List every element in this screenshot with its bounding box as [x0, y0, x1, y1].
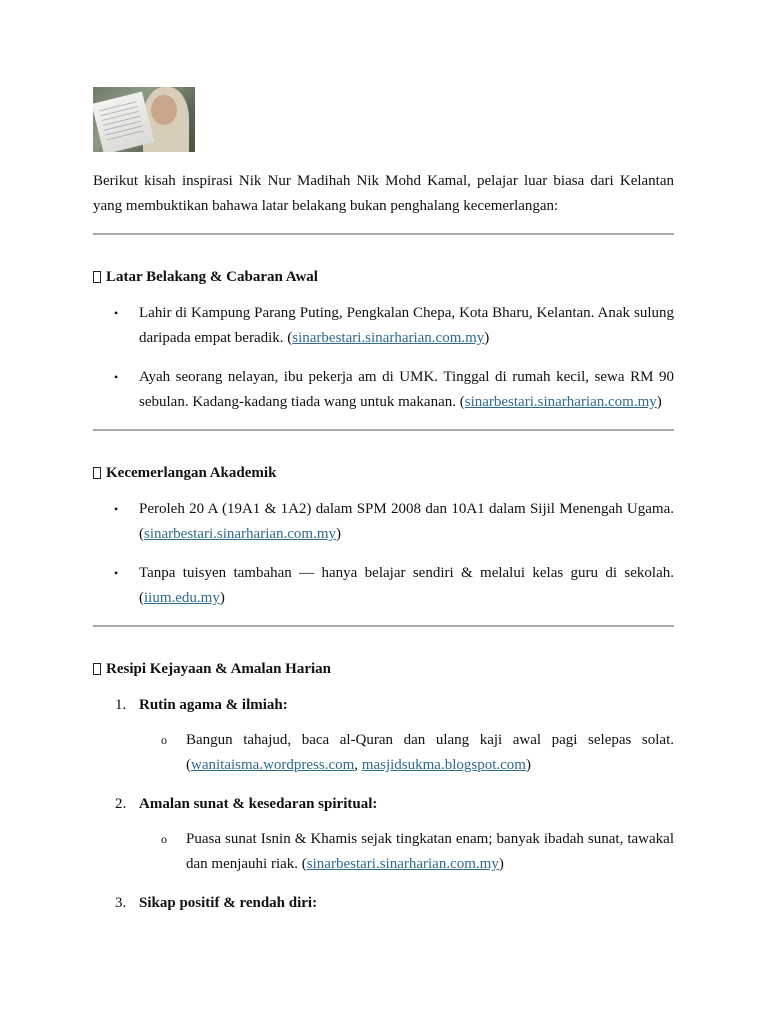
source-link[interactable]: sinarbestari.sinarharian.com.my	[144, 526, 337, 542]
photo-face	[151, 95, 177, 125]
sub-list	[139, 827, 674, 877]
student-photo	[93, 87, 195, 152]
item-text: Peroleh 20 A (19A1 & 1A2) dalam SPM 2008 dan 10A1 dalam Sijil Menengah Ugama.	[139, 501, 674, 517]
list-item	[93, 561, 674, 611]
source-link[interactable]: sinarbestari.sinarharian.com.my	[292, 330, 485, 346]
section-heading-background	[93, 267, 674, 287]
source-separator: ,	[354, 757, 362, 773]
intro-paragraph: Berikut kisah inspirasi Nik Nur Madihah Nik Mohd Kamal, pelajar luar biasa dari Kelantan yang membuktikan bahawa latar belakang bukan penghalang kecemerlangan:	[93, 173, 674, 214]
item-number: 1.	[115, 697, 127, 713]
numbered-list	[93, 693, 674, 916]
section-divider	[93, 429, 674, 431]
paren-open: (	[287, 330, 293, 346]
item-text: Lahir di Kampung Parang Puting, Pengkalan Chepa, Kota Bharu, Kelantan. Anak sulung daripada empat beradik.	[139, 305, 674, 346]
emoji-placeholder-icon	[93, 271, 101, 283]
item-heading: Rutin agama & ilmiah:	[139, 697, 288, 713]
bullet-icon: •	[114, 502, 119, 516]
sub-bullet-icon: o	[161, 733, 167, 747]
emoji-placeholder-icon	[93, 467, 101, 479]
list-item	[93, 891, 674, 916]
paren-close: )	[484, 330, 490, 346]
source-link[interactable]: masjidsukma.blogspot.com	[361, 757, 526, 773]
section-title: Kecemerlangan Akademik	[106, 465, 277, 481]
emoji-placeholder-icon	[93, 663, 101, 675]
paren-open: (	[186, 757, 191, 773]
paren-close: )	[525, 757, 531, 773]
paren-open: (	[139, 590, 144, 606]
paren-close: )	[336, 526, 342, 542]
bullet-icon: •	[114, 370, 119, 384]
sub-list	[139, 728, 674, 778]
section-heading-academic	[93, 463, 674, 483]
list-item	[93, 301, 674, 351]
list-item	[93, 497, 674, 547]
section-title: Latar Belakang & Cabaran Awal	[106, 269, 318, 285]
paren-open: (	[139, 526, 144, 542]
paren-close: )	[498, 856, 504, 872]
list-item	[93, 792, 674, 877]
bullet-icon: •	[114, 306, 119, 320]
bullet-list	[93, 301, 674, 415]
document-page	[93, 87, 674, 916]
item-text: Ayah seorang nelayan, ibu pekerja am di UMK. Tinggal di rumah kecil, sewa RM 90 sebulan. Kadang-kadang tiada wang untuk makanan.	[139, 369, 674, 410]
bullet-list	[93, 497, 674, 611]
section-heading-recipe	[93, 659, 674, 679]
list-item	[93, 365, 674, 415]
source-link[interactable]: sinarbestari.sinarharian.com.my	[464, 394, 657, 410]
item-heading: Amalan sunat & kesedaran spiritual:	[139, 796, 378, 812]
paren-open: (	[459, 394, 465, 410]
sub-bullet-icon: o	[161, 832, 167, 846]
paren-close: )	[219, 590, 225, 606]
item-text: Tanpa tuisyen tambahan — hanya belajar sendiri & melalui kelas guru di sekolah.	[139, 565, 674, 581]
paren-open: (	[301, 856, 307, 872]
source-link[interactable]: wanitaisma.wordpress.com	[191, 757, 355, 773]
sub-list-item	[139, 728, 674, 778]
item-number: 2.	[115, 796, 127, 812]
section-title: Resipi Kejayaan & Amalan Harian	[106, 661, 332, 677]
item-text: Puasa sunat Isnin & Khamis sejak tingkatan enam; banyak ibadah sunat, tawakal dan menjauhi riak.	[186, 831, 674, 872]
section-divider	[93, 233, 674, 235]
bullet-icon: •	[114, 566, 119, 580]
section-divider	[93, 625, 674, 627]
list-item	[93, 693, 674, 778]
item-text: Bangun tahajud, baca al-Quran dan ulang kaji awal pagi selepas solat.	[186, 732, 674, 748]
item-heading: Sikap positif & rendah diri:	[139, 895, 318, 911]
item-number: 3.	[115, 895, 127, 911]
paren-close: )	[656, 394, 662, 410]
source-link[interactable]: iium.edu.my	[144, 590, 220, 606]
sub-list-item	[139, 827, 674, 877]
source-link[interactable]: sinarbestari.sinarharian.com.my	[306, 856, 499, 872]
